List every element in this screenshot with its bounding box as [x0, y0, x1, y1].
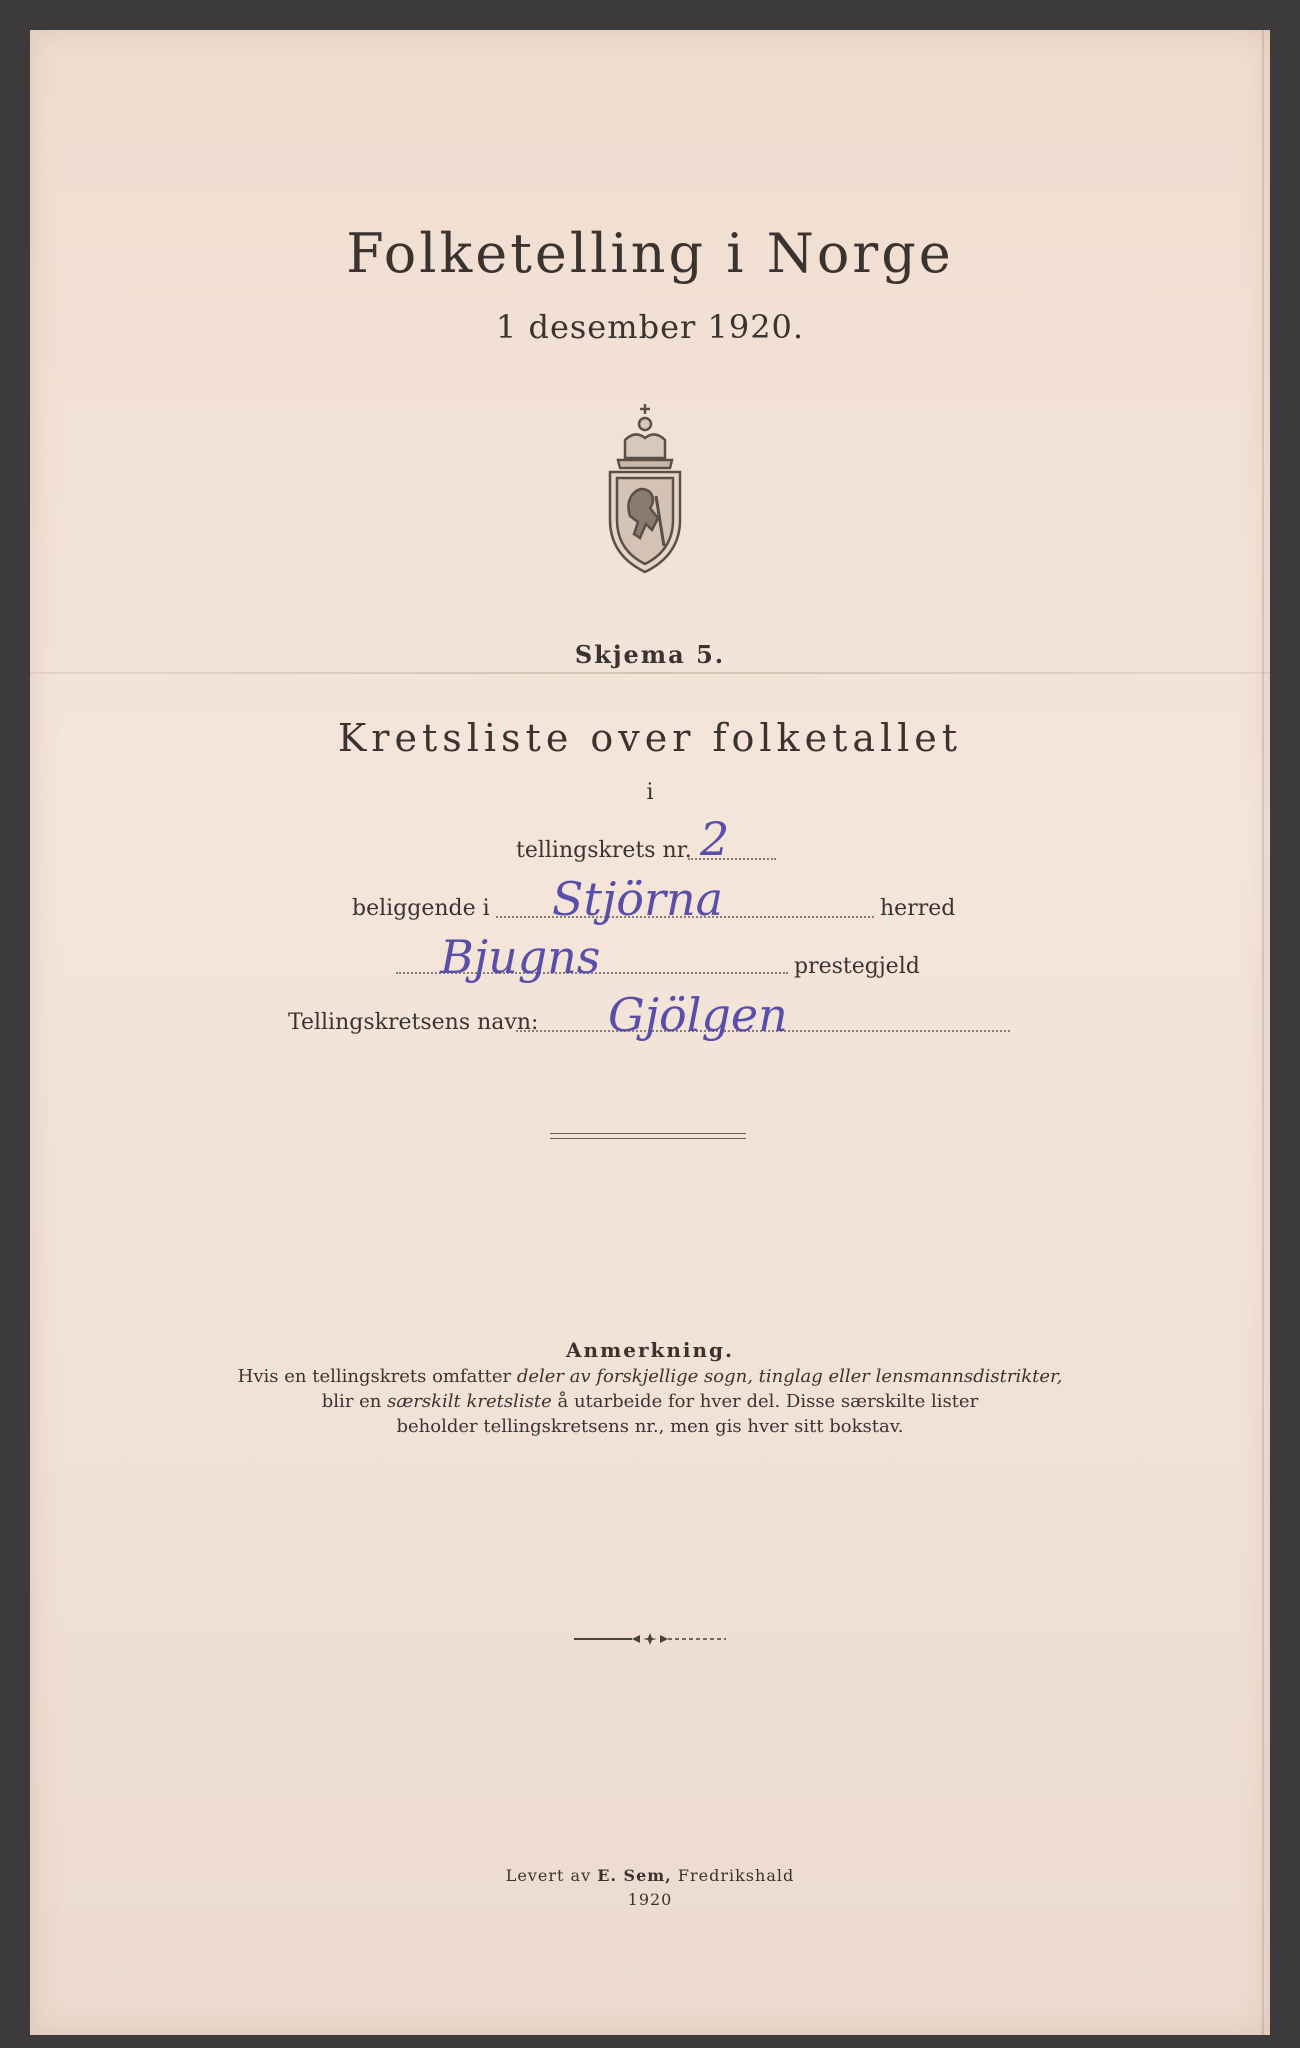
krets-label: tellingskrets nr.: [516, 838, 692, 863]
herred-label: herred: [880, 896, 956, 921]
paper-fold-horizontal: [30, 672, 1270, 674]
navn-label: Tellingskretsens navn:: [288, 1010, 539, 1035]
ornament-divider: [570, 1632, 730, 1646]
schema-number: Skjema 5.: [574, 640, 726, 669]
note-title: Anmerkning.: [566, 1338, 734, 1362]
printer-credit: Levert av E. Sem, Fredrikshald: [505, 1866, 795, 1885]
document-date: 1 desember 1920.: [495, 308, 805, 346]
beliggende-label: beliggende i: [352, 896, 490, 921]
krets-value: 2: [700, 812, 730, 866]
prestegjeld-label: prestegjeld: [794, 954, 920, 979]
norwegian-coat-of-arms-icon: [590, 400, 700, 580]
note-line-2: blir en særskilt kretsliste å utarbeide for hver del. Disse særskilte lister: [321, 1391, 979, 1412]
double-rule-top: [550, 1133, 746, 1134]
note-line-3: beholder tellingskretsens nr., men gis hver sitt bokstav.: [396, 1416, 904, 1437]
document-title: Folketelling i Norge: [346, 222, 954, 285]
double-rule-bottom: [550, 1138, 746, 1139]
printer-year: 1920: [627, 1890, 673, 1909]
prestegjeld-value: Bjugns: [440, 930, 601, 984]
herred-value: Stjörna: [552, 872, 723, 926]
preposition-label: i: [646, 780, 654, 805]
note-line-1: Hvis en tellingskrets omfatter deler av forskjellige sogn, tinglag eller lensmannsdistrikter,: [237, 1366, 1063, 1387]
form-heading: Kretsliste over folketallet: [337, 716, 963, 760]
navn-value: Gjölgen: [608, 988, 788, 1042]
